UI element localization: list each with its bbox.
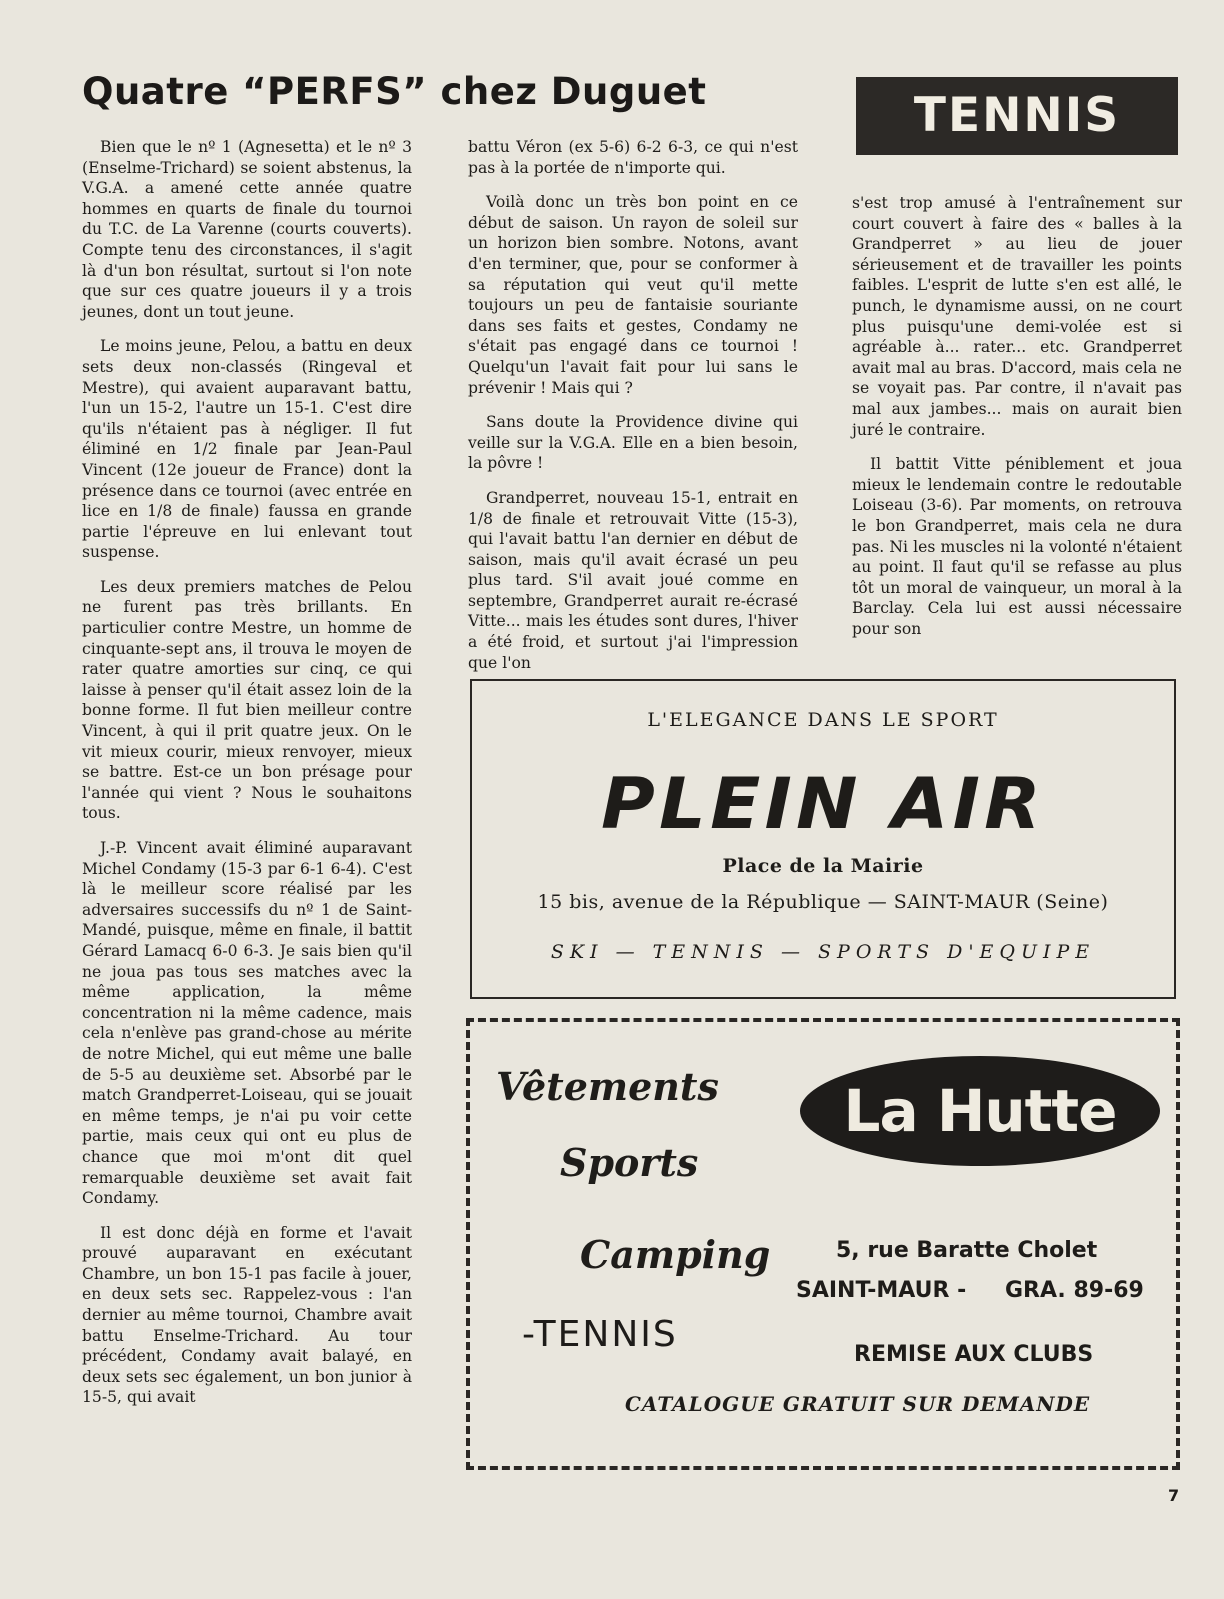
article-column-1 [82,137,412,1408]
paragraph: J.-P. Vincent avait éliminé auparavant Michel Condamy (15-3 par 6-1 6-4). C'est là le meilleur score réalisé par les adversaires successifs du nº 1 de Saint-Mandé, puisque, même en finale, il battit Gérard Lamacq 6-0 6-3. Je sais bien qu'il ne joua pas tous ses matches avec la même application, la même concentration ni la même cadence, mais cela n'enlève pas grand-chose au mérite de notre Michel, qui eut même une balle de 5-5 au deuxième set. Absorbé par le match Grandperret-Loiseau, qui se jouait en même temps, je n'ai pu voir cette partie, mais ceux qui ont eu plus de chance que moi m'ont dit quel remarquable deuxième set avait fait Condamy. [82,839,412,1208]
paragraph: Il est donc déjà en forme et l'avait prouvé auparavant en exécutant Chambre, un bon 15-1 pas facile à jouer, en deux sets sec. Rappelez-vous : l'an dernier au même tournoi, Chambre avait battu Enselme-Trichard. Au tour précédent, Condamy avait balayé, en deux sets sec également, un bon junior à 15-5, qui avait [82,1223,412,1407]
paragraph: Les deux premiers matches de Pelou ne furent pas très brillants. En particulier contre Mestre, un homme de cinquante-sept ans, il trouva le moyen de rater quatre amorties sur cinq, ce qui laisse à penser qu'il était assez loin de la bonne forme. Il fut bien meilleur contre Vincent, à qui il prit quatre jeux. On le vit mieux courir, mieux renvoyer, mieux se battre. Est-ce un bon présage pour l'année qui vient ? Nous le souhaitons tous. [82,577,412,823]
ad-phone: GRA. 89-69 [1005,1278,1144,1303]
ad-line-vetements: Vêtements [496,1064,719,1109]
paragraph: s'est trop amusé à l'entraînement sur court couvert à faire des « balles à la Grandperret » au lieu de jouer sérieusement et de travailler les points faibles. L'esprit de lutte s'en est allé, le punch, le dynamisme aussi, on ne court plus puisqu'une demi-volée est si agréable à... rater... etc. Grandperret avait mal au bras. D'accord, mais cela ne se voyait pas. Par contre, il n'avait pas mal aux jambes... mais on aurait bien juré le contraire. [852,194,1182,439]
paragraph: Grandperret, nouveau 15-1, entrait en 1/8 de finale et retrouvait Vitte (15-3), qui l'avait battu l'an dernier en début de saison, mais qu'il avait écrasé un peu plus tard. S'il avait joué comme en septembre, Grandperret aurait re-écrasé Vitte... mais les études sont dures, l'hiver a été froid, et surtout j'ai l'impression que l'on [468,488,798,672]
ad-catalogue: CATALOGUE GRATUIT SUR DEMANDE [625,1392,1091,1416]
ad-place: Place de la Mairie [722,855,924,877]
ad-tagline: L'ELEGANCE DANS LE SPORT [647,709,999,731]
plein-air-advertisement [470,679,1176,999]
ad-line-camping: Camping [580,1232,771,1277]
article-column-3 [852,193,1182,639]
ad-brand: PLEIN AIR [600,763,1045,845]
ad-line-tennis: -TENNIS [522,1314,678,1355]
la-hutte-advertisement [466,1018,1180,1470]
paragraph: Le moins jeune, Pelou, a battu en deux sets deux non-classés (Ringeval et Mestre), qui avaient auparavant battu, l'un un 15-2, l'autre un 15-1. C'est dire qu'ils n'étaient pas à négliger. Il fut éliminé en 1/2 finale par Jean-Paul Vincent (12e joueur de France) dont la présence dans ce tournoi (avec entrée en lice en 1/8 de finale) faussa en grande partie l'épreuve en lui enlevant tout suspense. [82,337,412,562]
paragraph: Sans doute la Providence divine qui veille sur la V.G.A. Elle en a bien besoin, la pôvre ! [468,413,798,473]
ad-address: 15 bis, avenue de la République — SAINT-MAUR (Seine) [537,891,1109,913]
paragraph: Il battit Vitte péniblement et joua mieux le lendemain contre le redoutable Loiseau (3-6). Par moments, on retrouva le bon Grandperret, mais cela ne dura pas. Ni les muscles ni la volonté n'étaient au point. Il faut qu'il se refasse au plus tôt un moral de vainqueur, un moral à la Barclay. Cela lui est aussi nécessaire pour son [852,455,1182,638]
section-banner: TENNIS [856,77,1178,155]
paragraph: Voilà donc un très bon point en ce début de saison. Un rayon de soleil sur un horizon bien sombre. Notons, avant d'en terminer, que, pour se conformer à sa réputation qui veut qu'il mette toujours un peu de fantaisie souriante dans ses faits et gestes, Condamy ne s'était pas engagé dans ce tournoi ! Quelqu'un l'avait fait pour lui sans le prévenir ! Mais qui ? [468,193,798,397]
la-hutte-logo: La Hutte [800,1056,1160,1166]
page-number: 7 [1168,1486,1180,1505]
paragraph: Bien que le nº 1 (Agnesetta) et le nº 3 (Enselme-Trichard) se soient abstenus, la V.G.A. a amené cette année quatre hommes en quarts de finale du tournoi du T.C. de La Varenne (courts couverts). Compte tenu des circonstances, il s'agit là d'un bon résultat, surtout si l'on note que sur ces quatre joueurs il y a trois jeunes, dont un tout jeune. [82,138,412,321]
ad-line-sports: Sports [560,1140,699,1185]
ad-sports-list: SKI — TENNIS — SPORTS D'EQUIPE [550,941,1096,963]
article-column-2 [468,137,798,673]
ad-street: 5, rue Baratte Cholet [836,1238,1098,1263]
ad-city: SAINT-MAUR - [796,1278,967,1303]
paragraph: battu Véron (ex 5-6) 6-2 6-3, ce qui n'est pas à la portée de n'importe qui. [468,138,798,177]
article-headline: Quatre “PERFS” chez Duguet [82,70,707,113]
ad-club-discount: REMISE AUX CLUBS [854,1342,1094,1367]
